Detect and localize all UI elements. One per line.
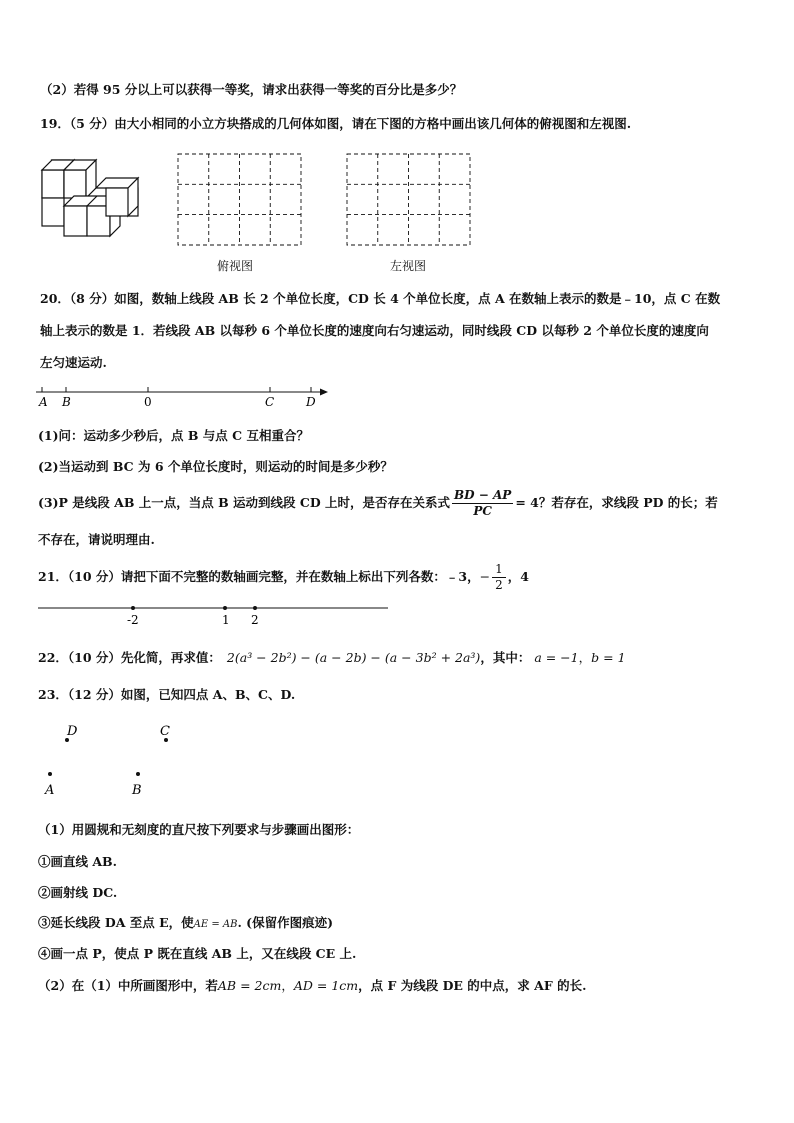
q22-b-value: b = 1	[591, 650, 626, 665]
q23-points-figure	[38, 718, 198, 800]
q21-number-line	[36, 600, 392, 630]
point-label-b: B	[132, 783, 142, 798]
q23-text: 如图，已知四点 A、B、C、D.	[120, 687, 296, 702]
q22-a-value: a = −1	[534, 650, 579, 665]
left-view-grid	[346, 153, 472, 247]
q20-fraction-num: BD − AP	[454, 488, 512, 502]
q21-statement	[38, 558, 529, 596]
axis-label-a: A	[39, 395, 48, 409]
q21-fraction-den: 2	[495, 578, 503, 592]
q23-step3	[38, 914, 333, 934]
q23-part2-ab: AB = 2cm	[217, 978, 282, 993]
axis-label-d: D	[306, 395, 316, 409]
q20-sub3-text: (3)P 是线段 AB 上一点，当点 B 运动到线段 CD 上时，是否存在关系式	[38, 495, 451, 510]
q19-number: 19．（5 分）	[40, 116, 115, 131]
q20-line2: 轴上表示的数是 1．若线段 AB 以每秒 6 个单位长度的速度向右匀速运动，同时线段 CD 以每秒 2 个单位长度的速度向	[40, 323, 709, 338]
q23-part2-tail: ，点 F 为线段 DE 的中点，求 AF 的长.	[358, 978, 587, 993]
q23-step3-math: AE = AB	[193, 919, 238, 930]
q22-text: 先化简，再求值：	[120, 650, 221, 665]
q20-sub3-tail: = 4？若存在，求线段 PD 的长；若	[515, 495, 718, 510]
q23-step2: ②画射线 DC.	[38, 885, 118, 900]
q23-part2-text: （2）在（1）中所画图形中，若	[38, 978, 218, 993]
q22-statement: 22．（10 分）先化简，再求值： 2(a³ − 2b²) − (a − 2b) − (a − 3b² + 2a³)，其中： a = −1，b = 1	[38, 650, 626, 665]
top-view-caption: 俯视图	[217, 259, 254, 273]
q19-statement	[40, 115, 631, 133]
q18-part2: （2）若得 95 分以上可以获得一等奖，请求出获得一等奖的百分比是多少？	[40, 82, 463, 97]
axis-label-b: B	[62, 395, 71, 409]
q21-fraction	[492, 562, 506, 593]
point-label-a: A	[45, 783, 55, 798]
q19-text: 由大小相同的小立方块搭成的几何体如图，请在下图的方格中画出该几何体的俯视图和左视图.	[114, 116, 632, 131]
q20-fraction	[452, 488, 513, 519]
point-label-d: D	[67, 724, 78, 739]
q23-part2: （2）在（1）中所画图形中，若AB = 2cm，AD = 1cm，点 F 为线段 DE 的中点，求 AF 的长.	[38, 978, 587, 993]
q23-part2-ad: AD = 1cm	[293, 978, 359, 993]
q21-number: 21．（10 分）	[38, 569, 121, 584]
cube-solid-figure	[38, 158, 142, 240]
q22-expression: 2(a³ − 2b²) − (a − 2b) − (a − 3b² + 2a³)	[226, 650, 481, 665]
left-view-caption: 左视图	[390, 259, 427, 273]
q20-line3: 左匀速运动.	[40, 355, 107, 370]
q23-statement	[38, 686, 295, 704]
axis-label-c: C	[265, 395, 275, 409]
q21-text: 请把下面不完整的数轴画完整，并在数轴上标出下列各数：﹣3，	[120, 569, 480, 584]
q20-number-line	[34, 382, 334, 410]
q20-sub3	[38, 484, 718, 522]
top-view-grid	[177, 153, 303, 247]
q23-part1: （1）用圆规和无刻度的直尺按下列要求与步骤画出图形：	[38, 822, 360, 837]
axis-label-1: 1	[222, 613, 230, 627]
q23-number: 23．（12 分）	[38, 687, 121, 702]
q20-sub3-cont: 不存在，请说明理由.	[38, 532, 155, 547]
q20-line1	[40, 290, 720, 308]
q20-number: 20．（8 分）	[40, 291, 115, 306]
q23-step1: ①画直线 AB.	[38, 854, 117, 869]
q20-text-1: 如图，数轴上线段 AB 长 2 个单位长度，CD 长 4 个单位长度，点 A 在数轴上表示的数是﹣10，点 C 在数	[114, 291, 721, 306]
axis-label-zero: 0	[144, 395, 152, 409]
q23-step4: ④画一点 P，使点 P 既在直线 AB 上，又在线段 CE 上.	[38, 946, 357, 961]
q23-step3-text: ③延长线段 DA 至点 E，使	[38, 915, 194, 930]
axis-label-neg2: -2	[127, 613, 139, 627]
axis-label-2: 2	[251, 613, 259, 627]
q20-sub2: (2)当运动到 BC 为 6 个单位长度时，则运动的时间是多少秒？	[38, 459, 393, 474]
q20-sub1: (1)问：运动多少秒后，点 B 与点 C 互相重合？	[38, 428, 309, 443]
q21-minus: −	[479, 569, 491, 584]
point-label-c: C	[160, 724, 170, 739]
q23-step3-tail: . (保留作图痕迹)	[237, 915, 333, 930]
q22-condition: ，其中：	[480, 650, 531, 665]
q21-tail: ，4	[507, 569, 529, 584]
q20-fraction-den: PC	[473, 504, 492, 518]
q21-fraction-num: 1	[492, 562, 506, 578]
q22-number: 22．（10 分）	[38, 650, 121, 665]
